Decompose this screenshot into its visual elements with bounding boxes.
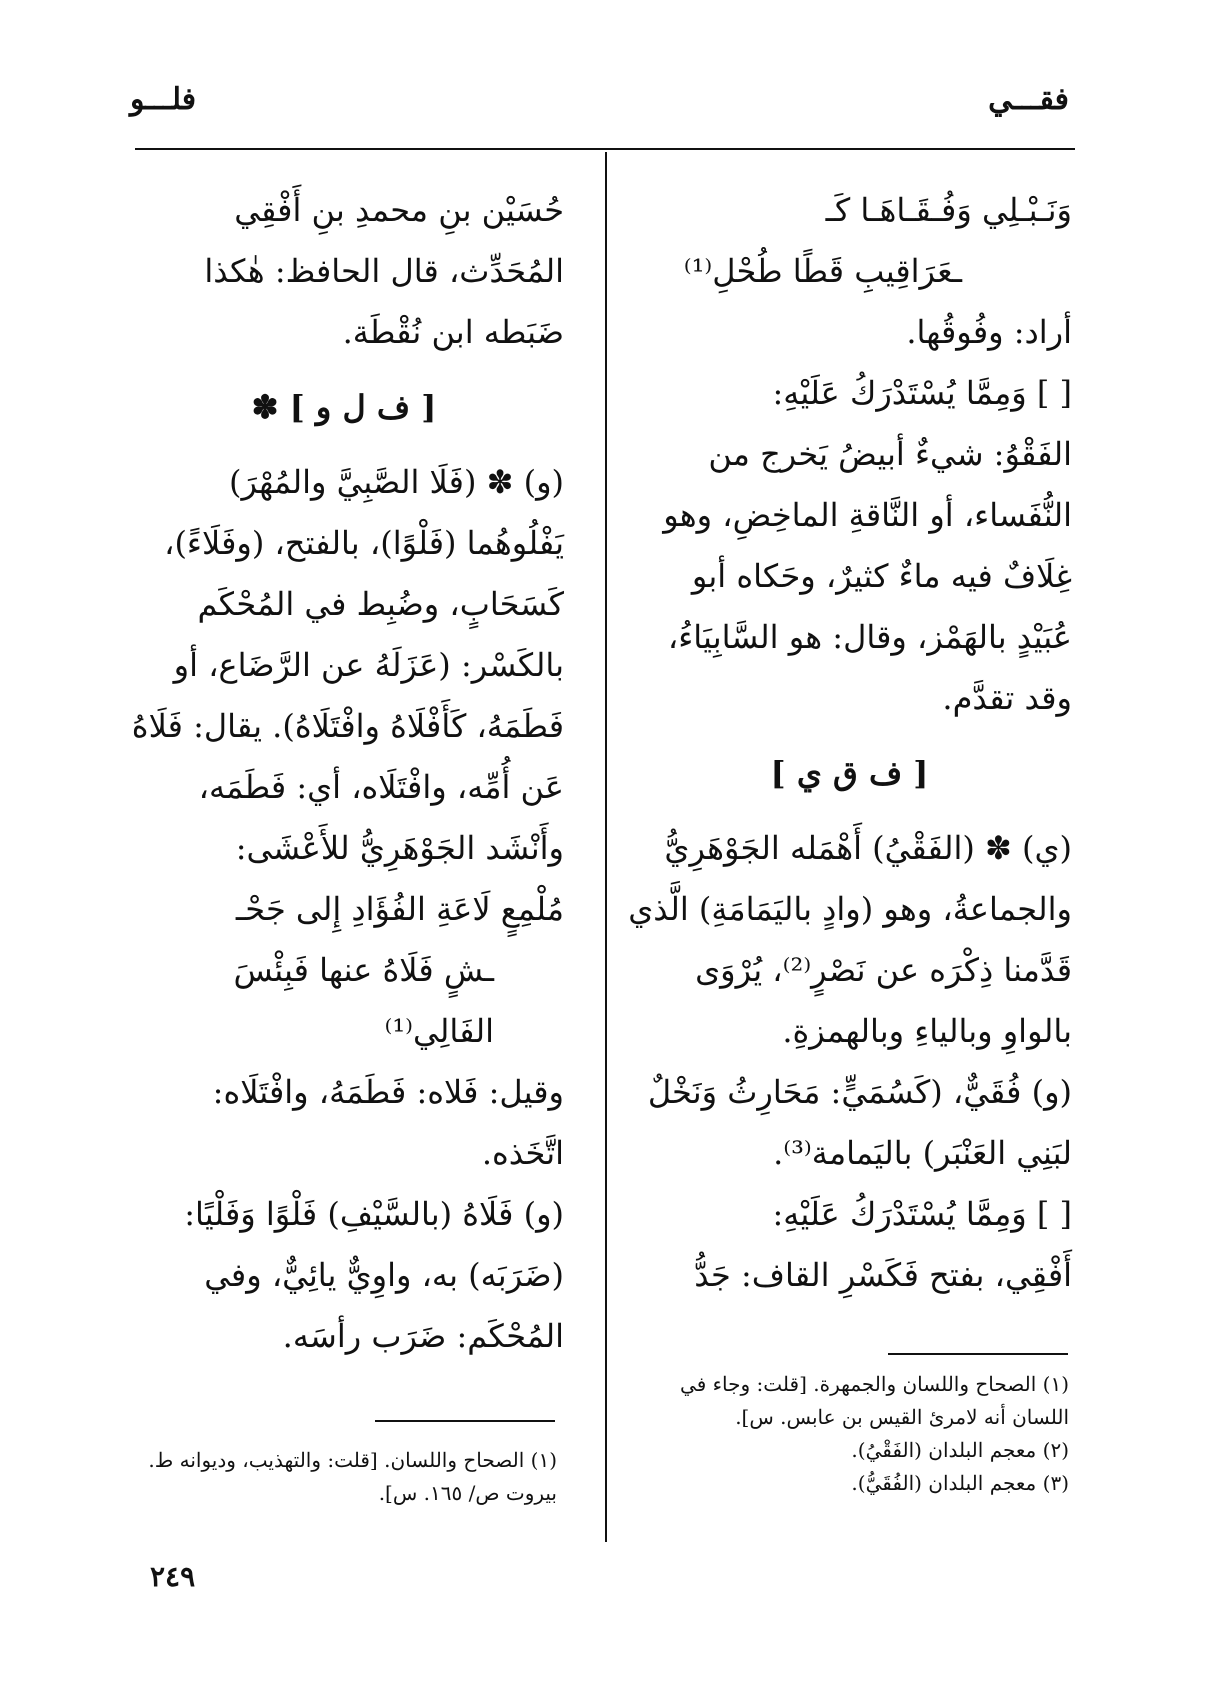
footnote: (٢) معجم البلدان (الفَقْيُ). [851, 1438, 1069, 1462]
entry-paragraph: (ي) ✽ (الفَقْيُ) أَهْمَله الجَوْهَرِيُّ والجماعةُ، وهو (وادٍ باليَمَامَةِ) الَّذي قَدَّمنا ذِكْرَه عن نَصْرٍ⁽²⁾، يُرْوَى بالواوِ وبالياءِ وبالهمزةِ. [628, 829, 1072, 1050]
footnote: (١) الصحاح واللسان. [قلت: والتهذيب، وديوانه ط. بيروت ص/ ١٦٥. س]. [148, 1448, 557, 1505]
footnote-rule-right [888, 1353, 1068, 1355]
column-divider [605, 152, 607, 1542]
header-rule [135, 148, 1075, 150]
addendum-marker: [ ] وَمِمَّا يُسْتَدْرَكُ عَلَيْهِ: [772, 1195, 1072, 1233]
running-head-right: فقـــي [988, 82, 1069, 117]
entry-paragraph: (و) فَلَاهُ (بالسَّيْفِ) فَلْوًا وَفَلْيًا: (ضَرَبَه) به، واوِيٌّ يائِيٌّ، وفي المُحْكَم: ضَرَب رأسَه. [184, 1195, 564, 1355]
left-column [124, 180, 564, 1367]
footnote: (١) الصحاح واللسان والجمهرة. [قلت: وجاء في اللسان أنه لامرئ القيس بن عابس. س]. [680, 1372, 1069, 1429]
root-heading-fqy: [ ف ق ي ] [770, 754, 929, 792]
entry-paragraph: الفَقْوُ: شيءٌ أبيضُ يَخرج من النُّفَساء، أو النَّاقةِ الماخِضِ، وهو غِلَافٌ فيه ماءٌ كثيرٌ، وحَكاه أبو عُبَيْدٍ بالهَمْز، وقال: هو السَّابِيَاءُ، وقد تقدَّم. [663, 435, 1072, 717]
verse-line: وَنَـبْـلِي وَفُـقَـاهَـا كَـ [825, 191, 1072, 229]
entry-paragraph: (و) فُقَيٌّ، (كَسُمَيٍّ: مَحَارِثُ وَنَخْلٌ لبَنِي العَنْبَر) باليَمامة⁽³⁾. [647, 1073, 1072, 1172]
entry-paragraph: (و) ✽ (فَلَا الصَّبِيَّ والمُهْرَ) يَفْلُوهُما (فَلْوًا)، بالفتح، (وفَلَاءً)، كَسَحَابٍ، وضُبِط في المُحْكَم بالكَسْر: (عَزَلَهُ عن الرَّضَاع، أو فَطَمَهُ، كَأَفْلَاهُ وافْتَلَاهُ). يقال: فَلَاهُ عَن أُمِّه، وافْتَلَاه، أي: فَطَمَه، وأَنْشَد الجَوْهَرِيُّ للأَعْشَى: [131, 463, 564, 867]
entry-paragraph: أَفْقِي، بفتح فَكَسْرِ القاف: جَدُّ [694, 1256, 1072, 1294]
footnotes-right [619, 1368, 1069, 1500]
verse-line: مُلْمِعٍ لَاعَةِ الفُؤَادِ إِلى جَحْـ [235, 890, 564, 928]
verse-line: ـعَرَاقِيبِ قَطًا طُحْلِ⁽¹⁾ [683, 252, 962, 290]
footnote: (٣) معجم البلدان (الفُقَيُّ). [851, 1471, 1069, 1495]
page-number: ٢٤٩ [150, 1560, 196, 1593]
entry-paragraph: حُسَيْن بنِ محمدِ بنِ أَفْقِي المُحَدِّث، قال الحافظ: هٰكذا ضَبَطه ابن نُقْطَة. [204, 191, 564, 351]
verse-line: ـشٍ فَلَاهُ عنها فَبِئْسَ الفَالِي⁽¹⁾ [233, 951, 494, 1050]
running-head-left: فلـــو [130, 82, 197, 117]
footnote-rule-left [375, 1420, 555, 1422]
addendum-marker: [ ] وَمِمَّا يُسْتَدْرَكُ عَلَيْهِ: [772, 374, 1072, 412]
entry-paragraph: وقيل: فَلاه: فَطَمَهُ، وافْتَلَاه: اتَّخَذه. [212, 1073, 564, 1172]
footnotes-left [117, 1444, 557, 1510]
root-heading-flw: [ ف ل و ] ✽ [251, 388, 437, 426]
entry-paragraph: أراد: وفُوقُها. [906, 313, 1072, 351]
right-column [627, 180, 1072, 1306]
